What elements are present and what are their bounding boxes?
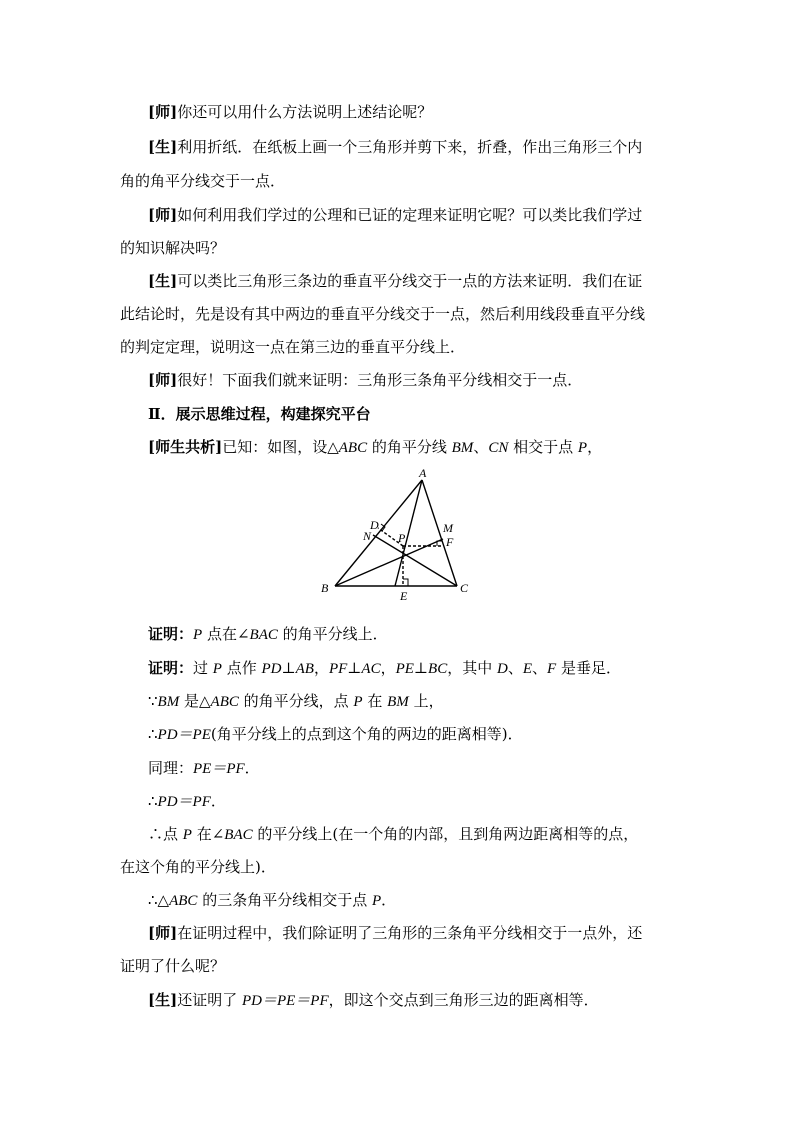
- speaker-tag: [生]: [148, 138, 178, 156]
- proof-text: ．: [210, 792, 226, 810]
- proof-conclusion: [148, 890, 396, 911]
- proof-step-3: [148, 724, 523, 745]
- label-e: E: [400, 589, 408, 603]
- paragraph-given: [148, 437, 602, 458]
- bisector-cn: [373, 535, 457, 586]
- perp-symbol: ⊥: [413, 659, 429, 677]
- math-cn: CN: [488, 440, 509, 456]
- paragraph-text: 相交于点: [508, 438, 578, 456]
- proof-text: ∴点: [148, 825, 183, 843]
- paragraph-text: 利用折纸．在纸板上画一个三角形并剪下来，折叠，作出三角形三个内: [177, 138, 643, 156]
- math-bm: BM: [387, 694, 409, 710]
- therefore-symbol: ∴: [148, 725, 158, 743]
- paragraph-student-answer-1-cont: [120, 171, 285, 191]
- math-pf: PF: [328, 661, 348, 677]
- math-p: P: [182, 827, 192, 843]
- paragraph-teacher-question-3: [148, 923, 642, 943]
- label-d: D: [370, 518, 379, 532]
- proof-text: ∴△: [148, 891, 170, 909]
- speaker-tag: [生]: [148, 272, 178, 290]
- proof-step-1: [148, 658, 621, 679]
- paragraph-student-answer-1: [148, 137, 642, 157]
- paragraph-student-answer-2-cont-2: [120, 337, 465, 357]
- paragraph-text: 很好！下面我们就来证明：三角形三条角平分线相交于一点．: [177, 371, 583, 389]
- paragraph-text: 可以类比三角形三条边的垂直平分线交于一点的方法来证明．我们在证: [177, 272, 643, 290]
- math-f: F: [547, 661, 557, 677]
- perp-symbol: ⊥: [347, 659, 362, 677]
- proof-text: (角平分线上的点到这个角的两边的距离相等)．: [210, 725, 523, 743]
- proof-text: 的角平分线，点: [238, 692, 354, 710]
- math-p: P: [577, 440, 588, 456]
- math-abc: ABC: [169, 893, 198, 909]
- paragraph-student-answer-3: [148, 990, 599, 1011]
- proof-step-2: [148, 691, 444, 712]
- paragraph-teacher-statement: [148, 370, 582, 390]
- proof-tag: 证明：: [148, 659, 194, 677]
- triangle-figure: [315, 466, 485, 606]
- paragraph-text: 你还可以用什么方法说明上述结论呢？: [177, 103, 433, 121]
- speaker-tag: [师]: [148, 371, 178, 389]
- paragraph-text: 已知：如图，设△: [222, 438, 339, 456]
- math-pd: PD: [261, 661, 282, 677]
- proof-text: 的平分线上(在一个角的内部，且到角两边距离相等的点，: [252, 825, 639, 843]
- paragraph-text: 角的角平分线交于一点．: [120, 172, 286, 190]
- proof-text: 、: [532, 659, 548, 677]
- because-symbol: ∵: [148, 692, 158, 710]
- proof-text: 在: [362, 692, 388, 710]
- bisector-bm: [335, 539, 443, 586]
- proof-text: 在这个角的平分线上)．: [120, 858, 276, 876]
- proof-text: ．: [381, 891, 397, 909]
- right-angle-e: [403, 579, 408, 586]
- proof-text: 的角平分线上．: [277, 625, 388, 643]
- proof-step-5: [148, 791, 226, 812]
- paragraph-text: ，即这个交点到三角形三边的距离相等．: [328, 991, 599, 1009]
- section-heading: Ⅱ．展示思维过程，构建探究平台: [148, 405, 371, 423]
- proof-text: 是△: [179, 692, 211, 710]
- paragraph-text: 证明了什么呢？: [120, 957, 226, 975]
- paragraph-text: 的判定定理，说明这一点在第三边的垂直平分线上．: [120, 338, 466, 356]
- label-n: N: [363, 529, 372, 543]
- proof-text: 点作: [221, 659, 262, 677]
- paragraph-text: ，: [587, 438, 603, 456]
- label-b: B: [321, 581, 329, 595]
- proof-step-6: [148, 824, 638, 845]
- label-a: A: [419, 466, 427, 480]
- math-ac: AC: [361, 661, 381, 677]
- proof-text: ，: [380, 659, 396, 677]
- speaker-tag: [师]: [148, 206, 178, 224]
- paragraph-teacher-question-2: [148, 205, 642, 225]
- proof-text: 上，: [408, 692, 444, 710]
- paragraph-text: 的角平分线: [367, 438, 452, 456]
- paragraph-teacher-question-3-cont: [120, 956, 225, 976]
- proof-text: 的三条角平分线相交于点: [197, 891, 372, 909]
- math-p: P: [212, 661, 222, 677]
- math-bac: BAC: [224, 827, 253, 843]
- paragraph-text: 、: [473, 438, 489, 456]
- math-bm: BM: [157, 694, 180, 710]
- perp-symbol: ⊥: [281, 659, 296, 677]
- proof-tag: 证明：: [148, 625, 194, 643]
- label-c: C: [460, 581, 469, 595]
- math-pe: PE: [395, 661, 414, 677]
- proof-claim: [148, 624, 388, 645]
- proof-text: 同理：: [148, 759, 194, 777]
- therefore-symbol: ∴: [148, 792, 158, 810]
- proof-text: 过: [193, 659, 213, 677]
- paragraph-text: 此结论时，先是设有其中两边的垂直平分线交于一点，然后利用线段垂直平分线: [120, 305, 646, 323]
- paragraph-teacher-question-1: [148, 102, 432, 122]
- math-expr: PD＝PE: [157, 727, 211, 743]
- math-d: D: [496, 661, 508, 677]
- proof-text: 、: [507, 659, 523, 677]
- proof-text: ．: [244, 759, 260, 777]
- math-p: P: [371, 893, 382, 909]
- paragraph-teacher-question-2-cont: [120, 238, 225, 258]
- proof-text: 点在∠: [202, 625, 250, 643]
- proof-text: ，其中: [447, 659, 497, 677]
- math-p: P: [353, 694, 363, 710]
- math-bc: BC: [428, 661, 448, 677]
- math-ab: AB: [295, 661, 314, 677]
- proof-step-6-cont: [120, 857, 276, 877]
- paragraph-text: 在证明过程中，我们除证明了三角形的三条角平分线相交于一点外，还: [177, 924, 643, 942]
- proof-text: 是垂足．: [556, 659, 621, 677]
- proof-step-4: [148, 758, 260, 779]
- paragraph-text: 如何利用我们学过的公理和已证的定理来证明它呢？可以类比我们学过: [177, 206, 643, 224]
- paragraph-student-answer-2: [148, 271, 642, 291]
- math-expr: PE＝PF: [193, 761, 245, 777]
- paragraph-text: 的知识解决吗？: [120, 239, 226, 257]
- speaker-tag: [师生共析]: [148, 438, 223, 456]
- speaker-tag: [师]: [148, 924, 178, 942]
- speaker-tag: [师]: [148, 103, 178, 121]
- math-bac: BAC: [249, 627, 278, 643]
- proof-text: 在∠: [191, 825, 225, 843]
- math-abc: ABC: [210, 694, 239, 710]
- label-f: F: [446, 535, 454, 549]
- paragraph-student-answer-2-cont-1: [120, 304, 645, 324]
- math-p: P: [193, 627, 203, 643]
- math-abc: ABC: [338, 440, 368, 456]
- label-p: P: [398, 531, 406, 545]
- math-bm: BM: [451, 440, 474, 456]
- proof-text: ，: [313, 659, 329, 677]
- label-m: M: [443, 521, 453, 535]
- math-expr: PD＝PF: [157, 794, 211, 810]
- paragraph-text: 还证明了: [177, 991, 242, 1009]
- math-e: E: [522, 661, 533, 677]
- math-expr: PD＝PE＝PF: [241, 993, 329, 1009]
- speaker-tag: [生]: [148, 991, 178, 1009]
